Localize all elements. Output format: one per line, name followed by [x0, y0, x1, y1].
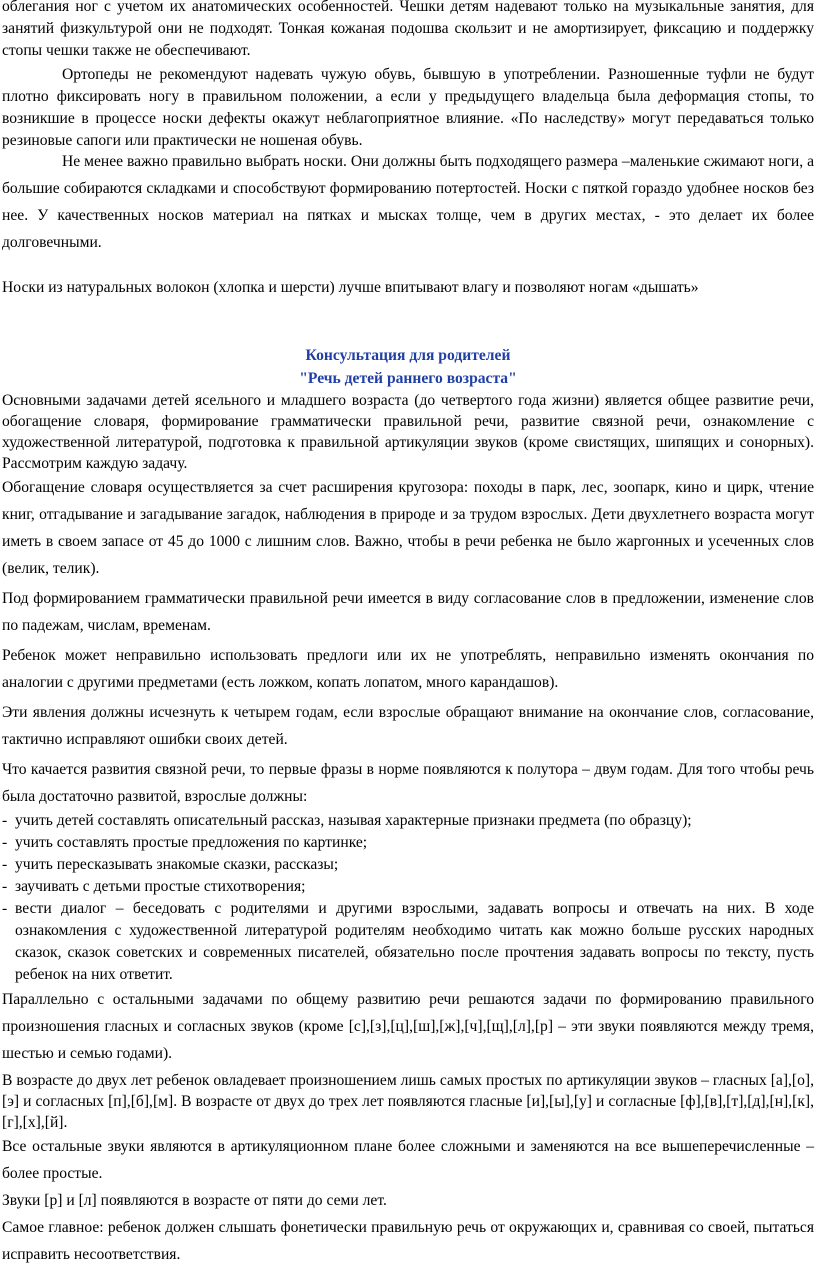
list-item-text: учить составлять простые предложения по картинке;: [15, 834, 368, 851]
body-paragraph-vocabulary: Обогащение словаря осуществляется за счет расширения кругозора: походы в парк, лес, зоопарк, кино и цирк, чтение книг, отгадывание и загадывание загадок, наблюдения в природе и за трудом взрослых. Дети двухлетнего возраста могут иметь в своем запасе от 45 до 1000 с лишним слов. Важно, чтобы в речи ребенка не было жаргонных и усеченных слов (велик, телик).: [2, 479, 814, 577]
consultation-body: [2, 390, 814, 1268]
consultation-title: Консультация для родителей: [305, 347, 511, 364]
body-paragraph-tasks: Основными задачами детей ясельного и младшего возраста (до четвертого года жизни) является общее развитие речи, обогащение словаря, формирование грамматически правильной речи, развитие связной речи, ознакомление с художественной литературой, подготовка к правильной артикуляции звуков (кроме свистящих, шипящих и сонорных). Рассмотрим каждую задачу.: [2, 392, 814, 472]
list-dash: -: [2, 856, 8, 873]
body-paragraph-r-l-sounds: Звуки [р] и [л] появляются в возрасте от пяти до семи лет.: [2, 1192, 387, 1209]
list-item: [2, 832, 814, 854]
parent-tasks-list: [2, 810, 814, 986]
body-paragraph-other-sounds: Все остальные звуки являются в артикуляционном плане более сложными и заменяются на все вышеперечисленные – более простые.: [2, 1138, 814, 1182]
list-item: [2, 854, 814, 876]
consultation-subtitle: "Речь детей раннего возраста": [299, 370, 517, 387]
intro-paragraph-2: Ортопеды не рекомендуют надевать чужую обувь, бывшую в употреблении. Разношенные туфли не будут плотно фиксировать ногу в правильном положении, а если у предыдущего владельца была деформация стопы, то возникшие в процессе носки дефекты окажут неблагоприятное влияние. «По наследству» могут передаваться только резиновые сапоги или практически не ношеная обувь.: [2, 66, 814, 149]
intro-paragraph-3: Не менее важно правильно выбрать носки. Они должны быть подходящего размера –маленькие сжимают ноги, а большие собираются складками и способствуют формированию потертостей. Носки с пяткой гораздо удобнее носков без нее. У качественных носков материал на пятках и мысках толще, чем в других местах, - это делает их более долговечными.: [2, 153, 814, 251]
list-dash: -: [2, 878, 8, 895]
list-item: [2, 898, 814, 986]
body-paragraph-age-four: Эти явления должны исчезнуть к четырем годам, если взрослые обращают внимание на окончание слов, согласование, тактично исправляют ошибки своих детей.: [2, 704, 814, 748]
intro-paragraph-1: облегания ног с учетом их анатомических особенностей. Чешки детям надевают только на музыкальные занятия, для занятий физкультурой они не подходят. Тонкая кожаная подошва скользит и не амортизирует, фиксацию и поддержку стопы чешки также не обеспечивают.: [2, 0, 814, 59]
body-paragraph-pronunciation: Параллельно с остальными задачами по общему развитию речи решаются задачи по формированию правильного произношения гласных и согласных звуков (кроме [с],[з],[ц],[ш],[ж],[ч],[щ],[л],[р] – эти звуки появляются между тремя, шестью и семью годами).: [2, 991, 814, 1062]
list-item: [2, 876, 814, 898]
list-item: [2, 810, 814, 832]
body-paragraph-main-point: Самое главное: ребенок должен слышать фонетически правильную речь от окружающих и, сравнивая со своей, пытаться исправить несоответствия.: [2, 1219, 814, 1263]
body-paragraph-prepositions: Ребенок может неправильно использовать предлоги или их не употреблять, неправильно изменять окончания по аналогии с другими предметами (есть ложком, копать лопатом, много карандашов).: [2, 647, 814, 691]
list-item-text: вести диалог – беседовать с родителями и другими взрослыми, задавать вопросы и отвечать на них. В ходе ознакомления с художественной литературой родителям необходимо читать как можно больше русских народных сказок, сказок советских и современных писателей, обязательно после прочтения задавать вопросы по тексту, пусть ребенок на них ответит.: [15, 900, 814, 983]
list-dash: -: [2, 834, 8, 851]
list-dash: -: [2, 812, 8, 829]
body-paragraph-under-two: В возрасте до двух лет ребенок овладевает произношением лишь самых простых по артикуляции звуков – гласных [а],[о],[э] и согласных [п],[б],[м]. В возрасте от двух до трех лет появляются гласные [и],[ы],[у] и согласные [ф],[в],[т],[д],[н],[к],[г],[х],[й].: [2, 1072, 814, 1131]
body-paragraph-grammar: Под формированием грамматически правильной речи имеется в виду согласование слов в предложении, изменение слов по падежам, числам, временам.: [2, 590, 814, 634]
list-dash: -: [2, 900, 8, 917]
body-paragraph-coherent-speech: Что качается развития связной речи, то первые фразы в норме появляются к полутора – двум годам. Для того чтобы речь была достаточно развитой, взрослые должны:: [2, 761, 814, 805]
list-item-text: заучивать с детьми простые стихотворения;: [15, 878, 306, 895]
list-item-text: учить детей составлять описательный рассказ, называя характерные признаки предмета (по образцу);: [15, 812, 692, 829]
list-item-text: учить пересказывать знакомые сказки, рассказы;: [15, 856, 339, 873]
intro-paragraph-4: Носки из натуральных волокон (хлопка и шерсти) лучше впитывают влагу и позволяют ногам «дышать»: [2, 279, 699, 296]
